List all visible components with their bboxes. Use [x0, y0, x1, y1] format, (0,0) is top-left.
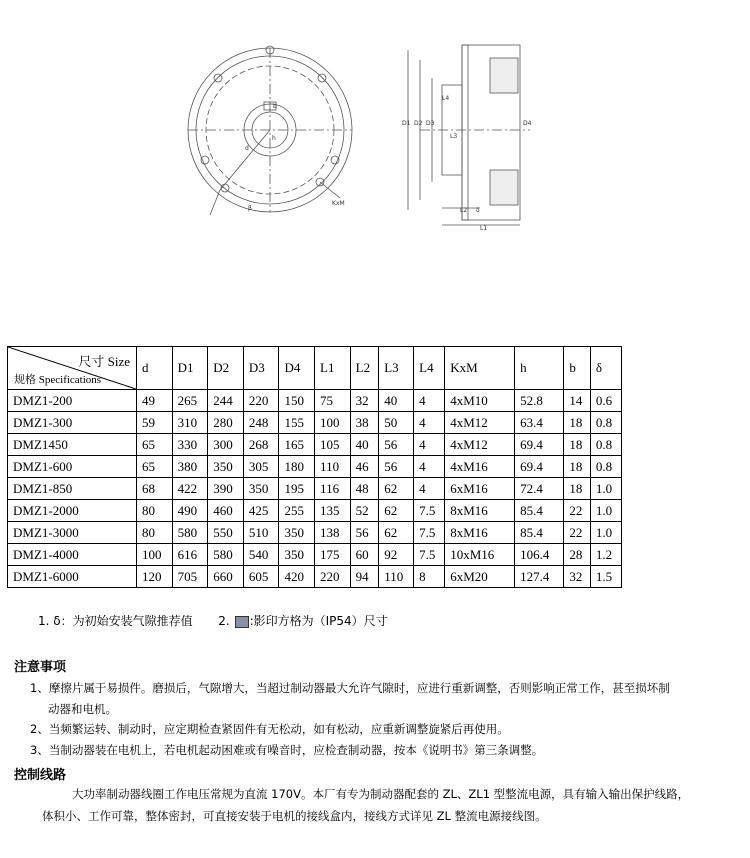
value-cell: 80	[137, 522, 173, 544]
column-header: L2	[350, 347, 379, 390]
value-cell: 1.0	[590, 478, 621, 500]
precaution-item-1-cont: 动器和电机。	[48, 702, 117, 716]
table-row	[8, 434, 622, 456]
value-cell: 28	[564, 544, 591, 566]
value-cell: 8xM16	[445, 522, 515, 544]
column-header: D3	[243, 347, 279, 390]
table-row	[8, 544, 622, 566]
drawing-label-h: h	[272, 135, 276, 142]
column-header: b	[564, 347, 591, 390]
value-cell: 69.4	[515, 456, 564, 478]
drawing-label-kxm: KxM	[332, 200, 345, 207]
value-cell: 1.2	[590, 544, 621, 566]
value-cell: 40	[350, 434, 379, 456]
table-row	[8, 522, 622, 544]
control-circuit-line-2: 体积小、工作可靠，整体密封，可直接安装于电机的接线盒内，接线方式详见 ZL 整流电源接线图。	[42, 809, 547, 823]
value-cell: 540	[243, 544, 279, 566]
value-cell: 110	[315, 456, 351, 478]
precaution-item-3: 3、当制动器装在电机上，若电机起动困难或有噪音时，应检查制动器，按本《说明书》第三条调整。	[30, 743, 544, 757]
value-cell: 10xM16	[445, 544, 515, 566]
value-cell: 22	[564, 522, 591, 544]
drawing-label-d: d	[245, 145, 249, 152]
value-cell: 705	[172, 566, 208, 588]
value-cell: 220	[243, 390, 279, 412]
value-cell: 220	[315, 566, 351, 588]
value-cell: 56	[350, 522, 379, 544]
value-cell: 18	[564, 412, 591, 434]
drawing-label-d2: D2	[414, 120, 423, 127]
note-1-text: δ：为初始安装气隙推荐值	[53, 614, 193, 628]
value-cell: 80	[137, 500, 173, 522]
value-cell: 120	[137, 566, 173, 588]
value-cell: 63.4	[515, 412, 564, 434]
value-cell: 8	[414, 566, 445, 588]
value-cell: 94	[350, 566, 379, 588]
value-cell: 105	[315, 434, 351, 456]
value-cell: 138	[315, 522, 351, 544]
value-cell: 460	[208, 500, 244, 522]
value-cell: 0.8	[590, 412, 621, 434]
drawing-label-l4: L4	[442, 95, 450, 102]
column-header: d	[137, 347, 173, 390]
drawing-label-d1: D1	[402, 120, 411, 127]
value-cell: 69.4	[515, 434, 564, 456]
column-header: L1	[315, 347, 351, 390]
table-row	[8, 566, 622, 588]
value-cell: 7.5	[414, 544, 445, 566]
value-cell: 127.4	[515, 566, 564, 588]
value-cell: 280	[208, 412, 244, 434]
note-1-number: 1.	[38, 614, 50, 628]
drawing-label-beta: β	[248, 205, 252, 212]
table-row	[8, 500, 622, 522]
value-cell: 38	[350, 412, 379, 434]
value-cell: 255	[279, 500, 315, 522]
value-cell: 59	[137, 412, 173, 434]
value-cell: 4xM12	[445, 434, 515, 456]
value-cell: 165	[279, 434, 315, 456]
value-cell: 155	[279, 412, 315, 434]
value-cell: 100	[137, 544, 173, 566]
value-cell: 550	[208, 522, 244, 544]
drawing-label-l2: L2	[460, 207, 468, 214]
value-cell: 18	[564, 478, 591, 500]
value-cell: 40	[379, 390, 414, 412]
value-cell: 68	[137, 478, 173, 500]
value-cell: 580	[172, 522, 208, 544]
model-cell: DMZ1450	[8, 434, 137, 456]
value-cell: 1.5	[590, 566, 621, 588]
drawing-label-d4: D4	[523, 120, 532, 127]
table-row	[8, 456, 622, 478]
value-cell: 32	[350, 390, 379, 412]
control-circuit-heading: 控制线路	[14, 768, 67, 783]
brake-technical-drawing	[180, 30, 540, 235]
model-cell: DMZ1-3000	[8, 522, 137, 544]
table-row	[8, 412, 622, 434]
value-cell: 244	[208, 390, 244, 412]
value-cell: 18	[564, 434, 591, 456]
corner-spec-label: 规格 Specifications	[14, 374, 102, 386]
precaution-item-2: 2、当频繁运转、制动时，应定期检查紧固件有无松动，如有松动，应重新调整旋紧后再使用。	[30, 722, 509, 736]
table-notes	[38, 612, 388, 629]
value-cell: 420	[279, 566, 315, 588]
value-cell: 75	[315, 390, 351, 412]
column-header: D1	[172, 347, 208, 390]
value-cell: 50	[379, 412, 414, 434]
value-cell: 100	[315, 412, 351, 434]
value-cell: 62	[379, 500, 414, 522]
value-cell: 605	[243, 566, 279, 588]
value-cell: 150	[279, 390, 315, 412]
model-cell: DMZ1-6000	[8, 566, 137, 588]
column-header: h	[515, 347, 564, 390]
model-cell: DMZ1-600	[8, 456, 137, 478]
value-cell: 4	[414, 412, 445, 434]
table-corner-cell	[8, 347, 137, 390]
value-cell: 248	[243, 412, 279, 434]
value-cell: 7.5	[414, 500, 445, 522]
value-cell: 8xM16	[445, 500, 515, 522]
value-cell: 52.8	[515, 390, 564, 412]
value-cell: 4xM12	[445, 412, 515, 434]
value-cell: 380	[172, 456, 208, 478]
value-cell: 330	[172, 434, 208, 456]
column-header: D2	[208, 347, 244, 390]
column-header: L3	[379, 347, 414, 390]
value-cell: 300	[208, 434, 244, 456]
model-cell: DMZ1-4000	[8, 544, 137, 566]
value-cell: 0.8	[590, 434, 621, 456]
value-cell: 4xM10	[445, 390, 515, 412]
value-cell: 195	[279, 478, 315, 500]
column-header: KxM	[445, 347, 515, 390]
model-cell: DMZ1-2000	[8, 500, 137, 522]
value-cell: 60	[350, 544, 379, 566]
value-cell: 580	[208, 544, 244, 566]
value-cell: 390	[208, 478, 244, 500]
value-cell: 1.0	[590, 500, 621, 522]
model-cell: DMZ1-300	[8, 412, 137, 434]
value-cell: 4	[414, 390, 445, 412]
value-cell: 422	[172, 478, 208, 500]
value-cell: 4	[414, 456, 445, 478]
note-2-number: 2.	[218, 614, 230, 628]
value-cell: 65	[137, 456, 173, 478]
value-cell: 175	[315, 544, 351, 566]
value-cell: 92	[379, 544, 414, 566]
value-cell: 310	[172, 412, 208, 434]
note-2-text: :影印方格为（IP54）尺寸	[249, 614, 388, 628]
value-cell: 49	[137, 390, 173, 412]
value-cell: 32	[564, 566, 591, 588]
drawing-label-b: b	[273, 103, 277, 110]
value-cell: 616	[172, 544, 208, 566]
value-cell: 46	[350, 456, 379, 478]
corner-size-label: 尺寸 Size	[78, 354, 130, 369]
precaution-item-1: 1、摩擦片属于易损件。磨损后，气隙增大，当超过制动器最大允许气隙时，应进行重新调整，否则影响正常工作，甚至损坏制	[30, 681, 670, 695]
value-cell: 14	[564, 390, 591, 412]
value-cell: 268	[243, 434, 279, 456]
table-row	[8, 478, 622, 500]
value-cell: 135	[315, 500, 351, 522]
value-cell: 0.6	[590, 390, 621, 412]
value-cell: 62	[379, 478, 414, 500]
specification-table	[7, 346, 622, 588]
value-cell: 116	[315, 478, 351, 500]
value-cell: 4	[414, 478, 445, 500]
value-cell: 510	[243, 522, 279, 544]
value-cell: 490	[172, 500, 208, 522]
table-row	[8, 390, 622, 412]
column-header: δ	[590, 347, 621, 390]
value-cell: 350	[208, 456, 244, 478]
value-cell: 52	[350, 500, 379, 522]
value-cell: 6xM16	[445, 478, 515, 500]
column-header: D4	[279, 347, 315, 390]
column-header: L4	[414, 347, 445, 390]
control-circuit-line-1: 大功率制动器线圈工作电压常规为直流 170V。本厂有专为制动器配套的 ZL、ZL1 型整流电源，具有输入输出保护线路，	[72, 787, 690, 801]
value-cell: 106.4	[515, 544, 564, 566]
value-cell: 4	[414, 434, 445, 456]
value-cell: 350	[243, 478, 279, 500]
value-cell: 350	[279, 544, 315, 566]
value-cell: 7.5	[414, 522, 445, 544]
value-cell: 1.0	[590, 522, 621, 544]
value-cell: 72.4	[515, 478, 564, 500]
value-cell: 65	[137, 434, 173, 456]
value-cell: 22	[564, 500, 591, 522]
table-header-row	[8, 347, 622, 390]
precautions-heading: 注意事项	[14, 660, 67, 675]
model-cell: DMZ1-200	[8, 390, 137, 412]
value-cell: 265	[172, 390, 208, 412]
value-cell: 110	[379, 566, 414, 588]
value-cell: 6xM20	[445, 566, 515, 588]
table-body	[8, 390, 622, 588]
drawing-label-delta: δ	[476, 207, 480, 214]
value-cell: 18	[564, 456, 591, 478]
value-cell: 56	[379, 456, 414, 478]
drawing-label-l3: L3	[450, 133, 458, 140]
value-cell: 305	[243, 456, 279, 478]
value-cell: 180	[279, 456, 315, 478]
value-cell: 48	[350, 478, 379, 500]
value-cell: 660	[208, 566, 244, 588]
value-cell: 425	[243, 500, 279, 522]
value-cell: 85.4	[515, 522, 564, 544]
drawing-label-l1: L1	[480, 225, 488, 232]
drawing-label-d3: D3	[426, 120, 435, 127]
value-cell: 0.8	[590, 456, 621, 478]
value-cell: 56	[379, 434, 414, 456]
value-cell: 350	[279, 522, 315, 544]
value-cell: 85.4	[515, 500, 564, 522]
model-cell: DMZ1-850	[8, 478, 137, 500]
value-cell: 62	[379, 522, 414, 544]
shaded-square-swatch	[235, 616, 249, 628]
value-cell: 4xM16	[445, 456, 515, 478]
